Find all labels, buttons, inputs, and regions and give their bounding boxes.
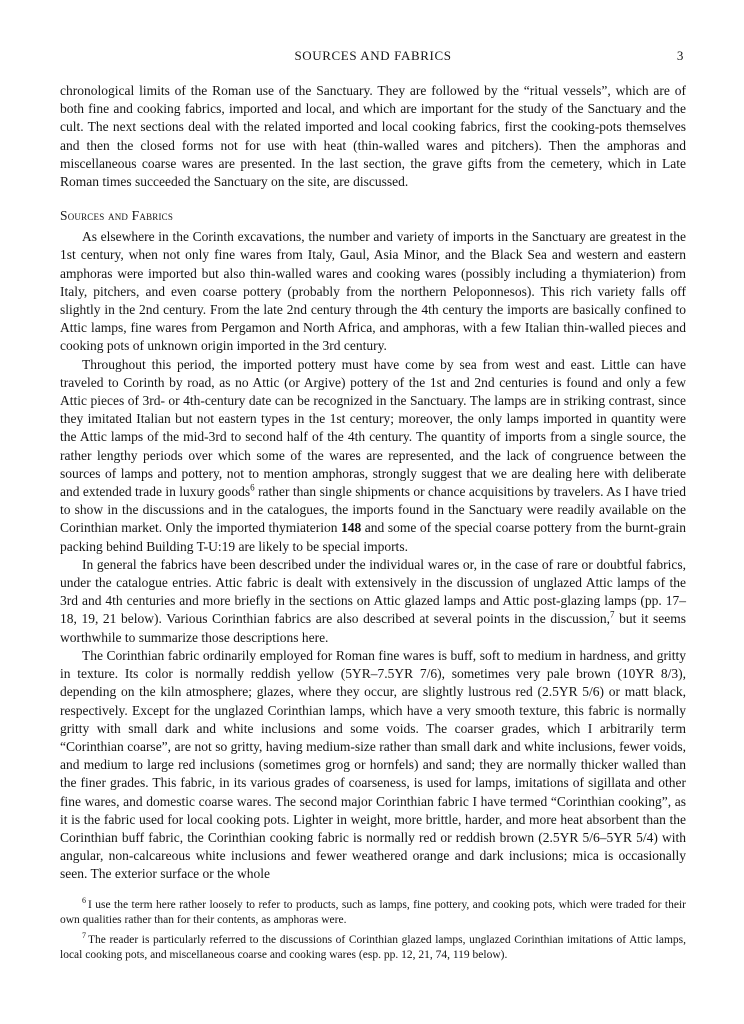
- paragraph-3: [60, 556, 686, 647]
- footnote-mark: 7: [82, 931, 86, 941]
- footnote-ref-7[interactable]: 7: [609, 609, 615, 620]
- paragraph-2: [60, 356, 686, 556]
- footnote-6: [60, 898, 686, 928]
- paragraph-2-part-c: and some of the special coarse pottery from the burnt-grain packing behind Building T-U:19 are likely to be special imports.: [60, 520, 686, 554]
- footnote-ref-6[interactable]: 6: [250, 482, 255, 493]
- footnote-text: The reader is particularly referred to the discussions of Corinthian glazed lamps, unglazed Corinthian imitations of Attic lamps, local cooking pots, and miscellaneous coarse and cooking wares (esp. pp. 12, 21, 74, 119 below).: [60, 934, 686, 961]
- paragraph-2-part-a: Throughout this period, the imported pottery must have come by sea from west and east. Little can have traveled to Corinth by road, as no Attic (or Argive) pottery of the 1st and 2nd centuries is found and only a few Attic pieces of 3rd- or 4th-century date can be recognized in the Sanctuary. The lamps are in striking contrast, since they imitated Italian but not eastern types in the 1st century; moreover, the only lamps imported in quantity were the Attic lamps of the mid-3rd to second half of the 4th century. The quantity of imports from a single source, the rather lengthy periods over which some of the wares are represented, and the lack of congruence between the sources of lamps and pottery, not to mention amphoras, strongly suggest that we are dealing here with deliberate and extended trade in luxury goods: [60, 356, 686, 500]
- paragraph-3-part-a: In general the fabrics have been described under the individual wares or, in the case of rare or doubtful fabrics, under the catalogue entries. Attic fabric is dealt with extensively in the discussion of unglazed Attic lamps of the 3rd and 4th centuries and more briefly in the sections on Attic glazed lamps and Attic post-glazing lamps (pp. 17–18, 19, 21 below). Various Corinthian fabrics are also described at several points in the discussion,: [60, 556, 686, 627]
- footnote-7: [60, 933, 686, 963]
- paragraph-4: The Corinthian fabric ordinarily employed for Roman fine wares is buff, soft to medium in hardness, and gritty in texture. Its color is normally reddish yellow (5YR–7.5YR 7/6), sometimes very pale brown (10YR 8/3), depending on the kiln atmosphere; glazes, where they occur, are slightly lustrous red (2.5YR 5/6) or matt black, respectively. Except for the unglazed Corinthian lamps, which have a very smooth texture, this fabric is normally gritty with small dark and white inclusions and some voids. The coarser grades, which I arbitrarily term “Corinthian coarse”, are not so gritty, having medium-size rather than small dark and white inclusions, fewer voids, and medium to large red inclusions (sometimes grog or hornfels) and sand; they are normally thicker walled than the finer grades. This fabric, in its various grades of coarseness, is used for lamps, imitations of sigillata and other fine wares, and domestic coarse wares. The second major Corinthian fabric I have termed “Corinthian cooking”, as it is the fabric used for local cooking pots. Lighter in weight, more brittle, harder, and more heat absorbent than the Corinthian buff fabric, the Corinthian cooking fabric is normally red or reddish brown (2.5YR 5/6–5YR 5/4) with angular, non-calcareous white inclusions and fewer weathered orange and dark inclusions; mica is occasionally seen. The exterior surface or the whole: [60, 647, 686, 882]
- paragraph-1: As elsewhere in the Corinth excavations, the number and variety of imports in the Sanctuary are greatest in the 1st century, when not only fine wares from Italy, Gaul, Asia Minor, and the Black Sea and western and eastern amphoras were imported but also thin-walled wares and cooking wares (possibly including a thymiaterion) from Italy, pitchers, and even coarse pottery (probably from the northern Peloponnesos). This rich variety falls off slightly in the 2nd century. From the late 2nd century through the 4th century the imports are basically confined to Attic lamps, fine wares from Pergamon and North Africa, and amphoras, with a few Italian thin-walled pieces and cooking pots of unknown origin imported in the 3rd century.: [60, 229, 686, 354]
- body-text: [60, 82, 686, 884]
- page-number: 3: [676, 48, 684, 63]
- running-title: SOURCES AND FABRICS: [294, 48, 452, 63]
- paragraph-3-part-b: but it seems worthwhile to summarize those descriptions here.: [60, 611, 686, 645]
- catalogue-number: 148: [341, 520, 362, 536]
- running-head: [60, 48, 686, 70]
- footnotes: [60, 898, 686, 968]
- page: [60, 48, 686, 884]
- section-heading: Sources and Fabrics: [60, 208, 174, 224]
- paragraph-2-part-b: rather than single shipments or chance acquisitions by travelers. As I have tried to show in the discussions and in the catalogues, the imports found in the Sanctuary were readily available on the Corinthian market. Only the imported thymiaterion: [60, 484, 687, 536]
- intro-paragraph: chronological limits of the Roman use of the Sanctuary. They are followed by the “ritual vessels”, which are of both fine and cooking fabrics, imported and local, and which are important for the study of the Sanctuary and the cult. The next sections deal with the related imported and local cooking fabrics, first the cooking-pots themselves and then the closed forms not for use with heat (thin-walled wares and pitchers). Then the amphoras and miscellaneous coarse wares are presented. In the last section, the grave gifts from the cemetery, which in Late Roman times succeeded the Sanctuary on the site, are discussed.: [60, 83, 686, 190]
- footnote-text: I use the term here rather loosely to refer to products, such as lamps, fine pottery, and cooking pots, which were traded for their own qualities rather than for their contents, as amphoras were.: [60, 899, 686, 926]
- footnote-mark: 6: [82, 896, 86, 906]
